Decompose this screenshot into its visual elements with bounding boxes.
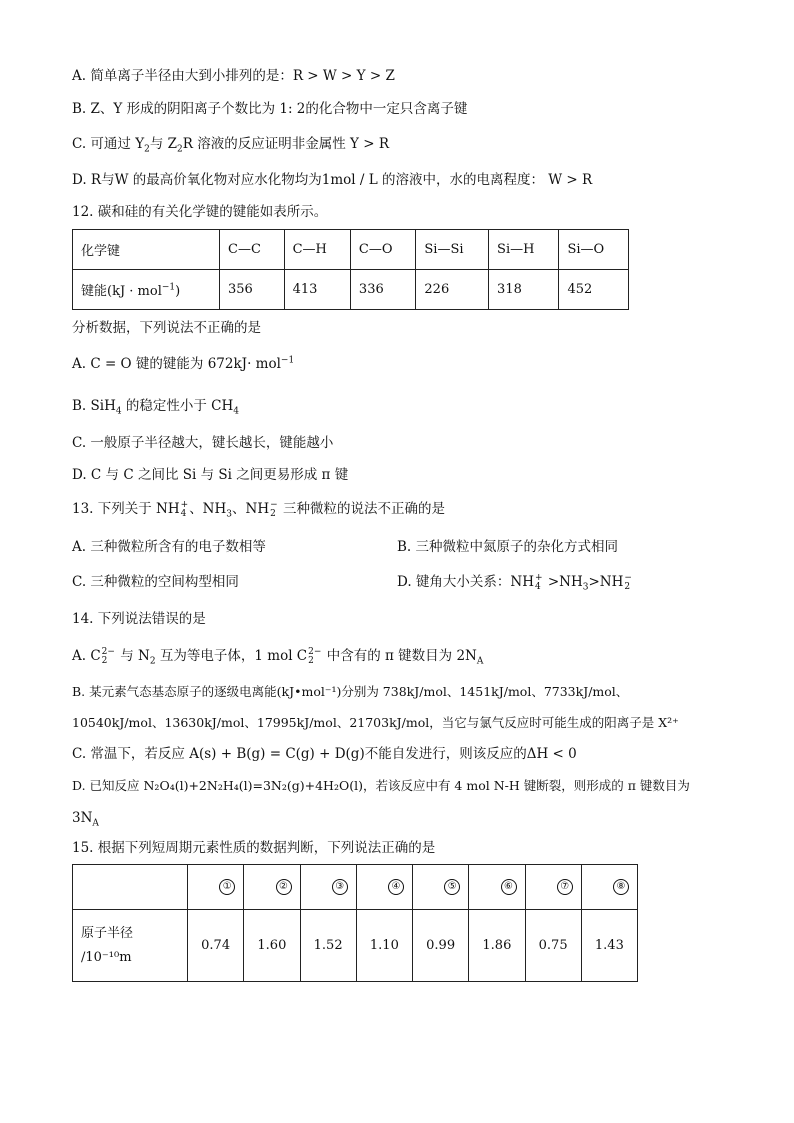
bond-energy-table-header [73, 230, 629, 270]
q13-option-a: A. 三种微粒所含有的电子数相等 [72, 539, 266, 555]
table-cell: 226 [416, 270, 489, 310]
q12-option-d: D. C 与 C 之间比 Si 与 Si 之间更易形成 π 键 [72, 467, 349, 483]
table-cell: 0.99 [413, 910, 469, 982]
table-cell: 413 [284, 270, 350, 310]
table-header-cell: C—C [220, 230, 285, 270]
atomic-radius-table-header [73, 865, 638, 910]
q11-option-b: B. Z、Y 形成的阴阳离子个数比为 1: 2的化合物中一定只含离子键 [72, 101, 468, 117]
table-cell: 336 [350, 270, 415, 310]
table-cell: 452 [559, 270, 629, 310]
table-header-cell: 化学键 [73, 230, 220, 270]
table-corner-cell [73, 865, 188, 910]
q13-stem: 13. 下列关于 NH + 4 、$NH_3$、NH − 2 三种微粒的说法不正确的是 [72, 499, 445, 520]
q13-option-c: C. 三种微粒的空间构型相同 [72, 574, 239, 590]
q14-option-b-line1: B. 某元素气态基态原子的逐级电离能(kJ•mol⁻¹)分别为 738kJ/mol、1451kJ/mol、7733kJ/mol、 [72, 684, 629, 699]
table-header-cell: ⑦ [525, 865, 581, 910]
q14-stem: 14. 下列说法错误的是 [72, 611, 206, 627]
q15-stem: 15. 根据下列短周期元素性质的数据判断，下列说法正确的是 [72, 840, 436, 856]
q12-option-c: C. 一般原子半径越大，键长越长，键能越小 [72, 435, 334, 451]
table-cell: 1.43 [581, 910, 637, 982]
bond-energy-table [72, 229, 629, 310]
q14-option-d-line2: $3N_A$ [72, 810, 99, 829]
table-cell: 356 [220, 270, 285, 310]
table-cell: 1.86 [469, 910, 525, 982]
atomic-radius-table [72, 864, 638, 982]
table-header-cell: ② [244, 865, 300, 910]
row-label: 键能(kJ · mol$^{-1}$) [73, 270, 220, 310]
atomic-radius-table-row [73, 910, 638, 982]
table-cell: 0.75 [525, 910, 581, 982]
q11-option-a: A. 简单离子半径由大到小排列的是：R > W > Y > Z [72, 68, 395, 84]
table-header-cell: ④ [356, 865, 412, 910]
q13-option-b: B. 三种微粒中氮原子的杂化方式相同 [397, 539, 619, 555]
table-header-cell: ⑥ [469, 865, 525, 910]
table-cell: 1.10 [356, 910, 412, 982]
q11-option-c: C. 可通过 $Y_2$与 $Z_2R$ 溶液的反应证明非金属性 Y > R [72, 136, 389, 155]
table-cell: 1.52 [300, 910, 356, 982]
bond-energy-table-row [73, 270, 629, 310]
table-header-cell: C—O [350, 230, 415, 270]
table-header-cell: Si—Si [416, 230, 489, 270]
table-cell: 1.60 [244, 910, 300, 982]
table-cell: 318 [489, 270, 559, 310]
table-header-cell: ⑤ [413, 865, 469, 910]
q12-option-a: A. C = O 键的键能为 672kJ· mol$^{-1}$ [72, 355, 295, 372]
q12-prompt: 分析数据，下列说法不正确的是 [72, 320, 261, 336]
table-header-cell: ① [188, 865, 244, 910]
q14-option-b-line2: 10540kJ/mol、13630kJ/mol、17995kJ/mol、21703kJ/mol，当它与氯气反应时可能生成的阳离子是 X²⁺ [72, 715, 679, 730]
q12-stem: 12. 碳和硅的有关化学键的键能如表所示。 [72, 204, 328, 220]
table-cell: 0.74 [188, 910, 244, 982]
table-header-cell: Si—O [559, 230, 629, 270]
row-label: 原子半径 /10⁻¹⁰m [73, 910, 188, 982]
q14-option-a: A. C 2− 2 与 $N_2$ 互为等电子体，1 mol C 2− 2 中含有的 π 键数目为 $2N_A$ [72, 646, 484, 667]
q11-option-d: D. R与W 的最高价氧化物对应水化物均为1mol / L 的溶液中，水的电离程度： W > R [72, 172, 593, 188]
table-header-cell: ⑧ [581, 865, 637, 910]
table-header-cell: ③ [300, 865, 356, 910]
q14-option-c: C. 常温下，若反应 A(s) + B(g) = C(g) + D(g)不能自发进行，则该反应的ΔH < 0 [72, 746, 577, 762]
q14-option-d-line1: D. 已知反应 N₂O₄(l)+2N₂H₄(l)=3N₂(g)+4H₂O(l)，若该反应中有 4 mol N-H 键断裂，则形成的 π 键数目为 [72, 778, 690, 793]
q13-option-d: D. 键角大小关系：NH + 4 $>NH_3>NH$ − 2 [397, 572, 632, 593]
table-header-cell: Si—H [489, 230, 559, 270]
table-header-cell: C—H [284, 230, 350, 270]
q12-option-b: B. SiH$_4$ 的稳定性小于 $CH_4$ [72, 398, 239, 417]
